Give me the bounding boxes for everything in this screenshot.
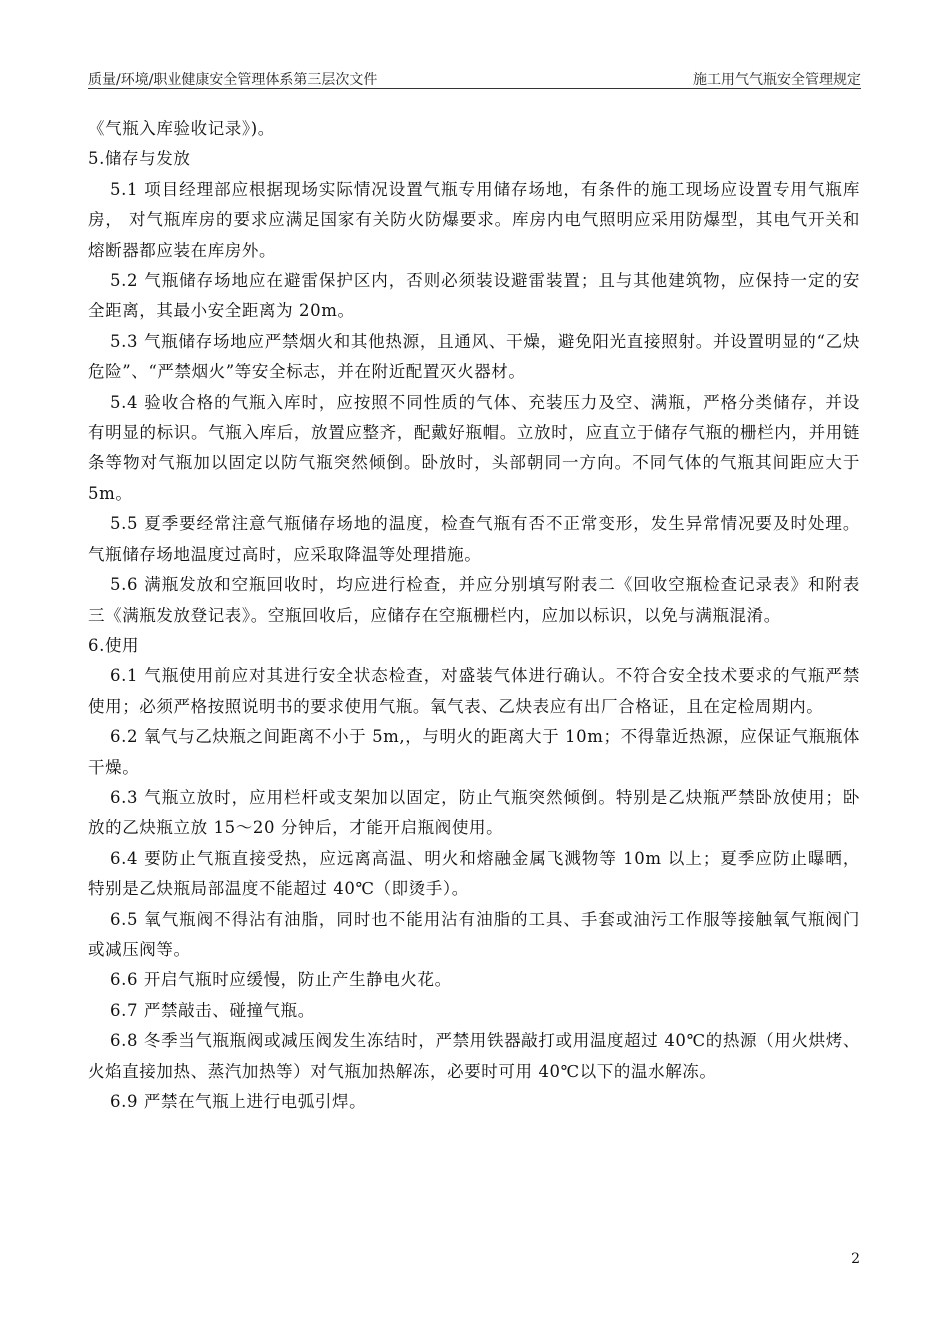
clause-5-4: 5.4 验收合格的气瓶入库时，应按照不同性质的气体、充装压力及空、满瓶，严格分类储存，并设有明显的标识。气瓶入库后，放置应整齐，配戴好瓶帽。立放时，应直立于储存气瓶的栅栏内，并用链条等物对气瓶加以固定以防气瓶突然倾倒。卧放时，头部朝同一方向。不同气体的气瓶其间距应大于 5m。 [88,392,860,503]
page-header [88,70,861,90]
clause-5-3: 5.3 气瓶储存场地应严禁烟火和其他热源，且通风、干燥，避免阳光直接照射。并设置明显的“乙炔危险”、“严禁烟火”等安全标志，并在附近配置灭火器材。 [88,331,860,382]
page-number: 2 [851,1251,860,1267]
section-heading-storage: 5.储存与发放 [88,149,191,169]
clause-5-5: 5.5 夏季要经常注意气瓶储存场地的温度，检查气瓶有否不正常变形，发生异常情况要及时处理。气瓶储存场地温度过高时，应采取降温等处理措施。 [88,514,860,564]
document-body [88,114,860,1117]
clause-5-2: 5.2 气瓶储存场地应在避雷保护区内，否则必须装设避雷装置；且与其他建筑物，应保持一定的安全距离，其最小安全距离为 20m。 [88,271,860,321]
header-document-tier: 质量/环境/职业健康安全管理体系第三层次文件 [88,72,378,88]
clause-6-4: 6.4 要防止气瓶直接受热，应远离高温、明火和熔融金属飞溅物等 10m 以上；夏季应防止曝晒，特别是乙炔瓶局部温度不能超过 40℃（即烫手）。 [88,848,860,899]
clause-6-2: 6.2 氧气与乙炔瓶之间距离不小于 5m,，与明火的距离大于 10m；不得靠近热源，应保证气瓶瓶体干燥。 [88,727,860,777]
clause-6-1: 6.1 气瓶使用前应对其进行安全状态检查，对盛装气体进行确认。不符合安全技术要求的气瓶严禁使用；必须严格按照说明书的要求使用气瓶。氧气表、乙炔表应有出厂合格证，且在定检周期内。 [88,666,860,716]
clause-6-9: 6.9 严禁在气瓶上进行电弧引焊。 [110,1092,367,1111]
clause-5-1: 5.1 项目经理部应根据现场实际情况设置气瓶专用储存场地，有条件的施工现场应设置专用气瓶库房， 对气瓶库房的要求应满足国家有关防火防爆要求。库房内电气照明应采用防爆型，其电气开关和熔断器都应装在库房外。 [88,179,860,260]
clause-6-7: 6.7 严禁敲击、碰撞气瓶。 [110,1000,315,1020]
clause-6-8: 6.8 冬季当气瓶瓶阀或减压阀发生冻结时，严禁用铁器敲打或用温度超过 40℃的热源（用火烘烤、火焰直接加热、蒸汽加热等）对气瓶加热解冻，必要时可用 40℃以下的温水解冻。 [88,1031,860,1081]
section-heading-usage: 6.使用 [88,635,140,655]
header-document-title: 施工用气气瓶安全管理规定 [693,72,861,88]
clause-6-3: 6.3 气瓶立放时，应用栏杆或支架加以固定，防止气瓶突然倾倒。特别是乙炔瓶严禁卧放使用；卧放的乙炔瓶立放 15～20 分钟后，才能开启瓶阀使用。 [88,787,860,838]
clause-5-6: 5.6 满瓶发放和空瓶回收时，均应进行检查，并应分别填写附表二《回收空瓶检查记录表》和附表三《满瓶发放登记表》。空瓶回收后，应储存在空瓶栅栏内，应加以标识，以免与满瓶混淆。 [88,575,860,625]
paragraph-continuation: 《气瓶入库验收记录》)。 [88,119,275,138]
clause-6-6: 6.6 开启气瓶时应缓慢，防止产生静电火花。 [110,970,452,990]
clause-6-5: 6.5 氧气瓶阀不得沾有油脂，同时也不能用沾有油脂的工具、手套或油污工作服等接触氧气瓶阀门或减压阀等。 [88,909,860,959]
header-divider [88,88,861,89]
